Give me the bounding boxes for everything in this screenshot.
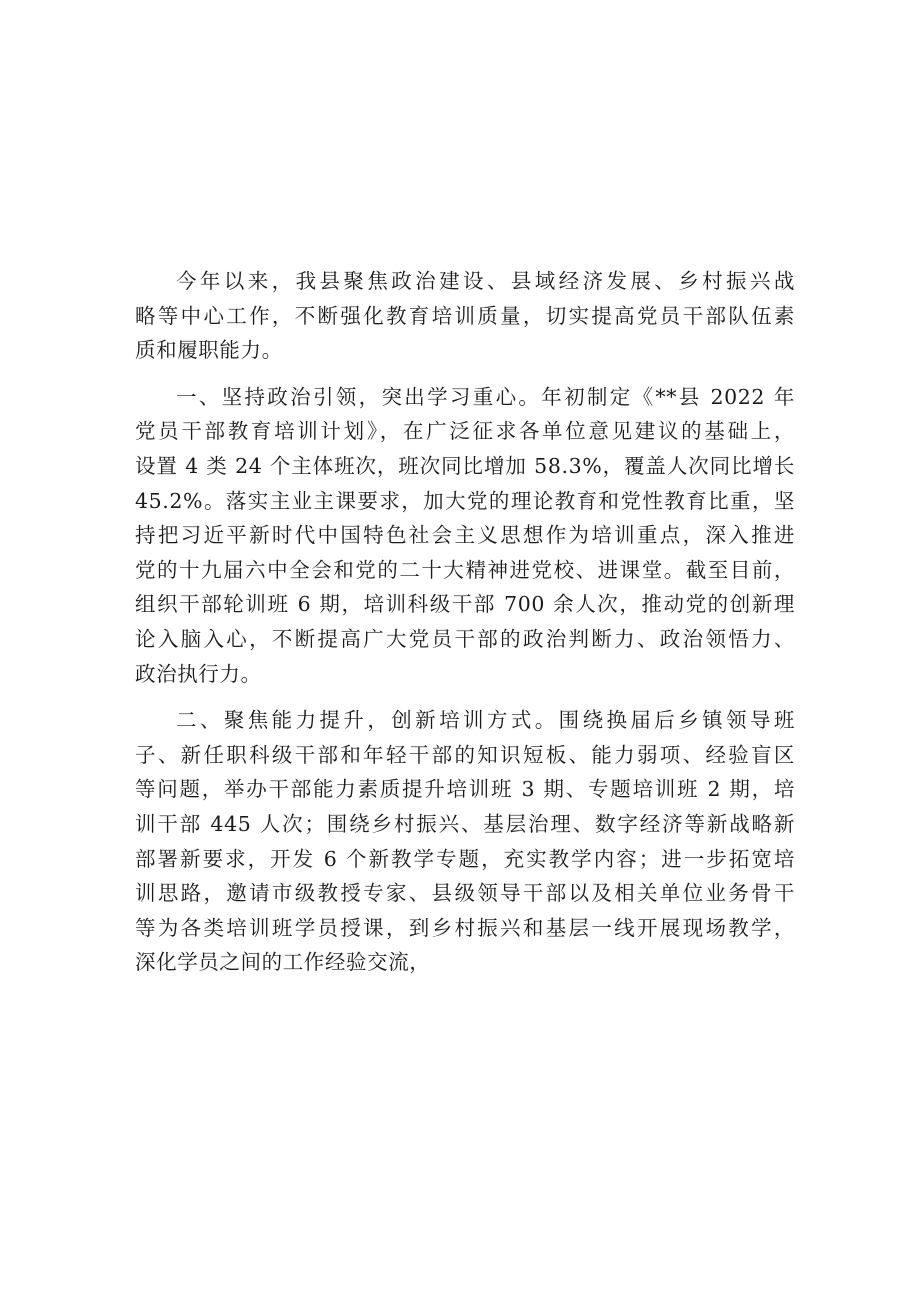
section-one-paragraph (135, 380, 795, 691)
paragraph-line: 等为各类培训班学员授课，到乡村振兴和基层一线开展现场教学， (135, 915, 795, 940)
paragraph-line: 深化学员之间的工作经验交流， (135, 950, 431, 975)
paragraph-line: 组织干部轮训班 6 期，培训科级干部 700 余人次，推动党的创新理 (135, 592, 795, 617)
paragraph-line: 一、坚持政治引领，突出学习重心。年初制定《**县 2022 年 (176, 384, 795, 409)
paragraph-line: 党的十九届六中全会和党的二十大精神进党校、进课堂。截至目前， (135, 557, 795, 582)
paragraph-line: 训思路，邀请市级教授专家、县级领导干部以及相关单位业务骨干 (135, 881, 795, 906)
paragraph-line: 部署新要求，开发 6 个新教学专题，充实教学内容；进一步拓宽培 (135, 846, 795, 871)
paragraph-line: 今年以来，我县聚焦政治建设、县域经济发展、乡村振兴战 (176, 269, 795, 293)
paragraph-line: 政治执行力。 (135, 661, 262, 686)
paragraph-line: 略等中心工作，不断强化教育培训质量，切实提高党员干部队伍素 (135, 303, 795, 328)
paragraph-line: 党员干部教育培训计划》，在广泛征求各单位意见建议的基础上， (135, 419, 795, 444)
paragraph-line: 子、新任职科级干部和年轻干部的知识短板、能力弱项、经验盲区 (135, 742, 795, 767)
paragraph-line: 持把习近平新时代中国特色社会主义思想作为培训重点，深入推进 (135, 523, 795, 548)
section-two-paragraph (135, 703, 795, 980)
paragraph-line: 质和履职能力。 (135, 338, 283, 363)
intro-paragraph (135, 264, 795, 368)
document-body (135, 264, 795, 992)
paragraph-line: 论入脑入心，不断提高广大党员干部的政治判断力、政治领悟力、 (135, 626, 795, 651)
paragraph-line: 训干部 445 人次；围绕乡村振兴、基层治理、数字经济等新战略新 (135, 811, 795, 836)
paragraph-line: 等问题，举办干部能力素质提升培训班 3 期、专题培训班 2 期，培 (135, 777, 795, 802)
paragraph-line: 二、聚焦能力提升，创新培训方式。围绕换届后乡镇领导班 (176, 708, 795, 733)
paragraph-line: 45.2%。落实主业主课要求，加大党的理论教育和党性教育比重，坚 (135, 488, 795, 513)
paragraph-line: 设置 4 类 24 个主体班次，班次同比增加 58.3%，覆盖人次同比增长 (135, 453, 795, 478)
